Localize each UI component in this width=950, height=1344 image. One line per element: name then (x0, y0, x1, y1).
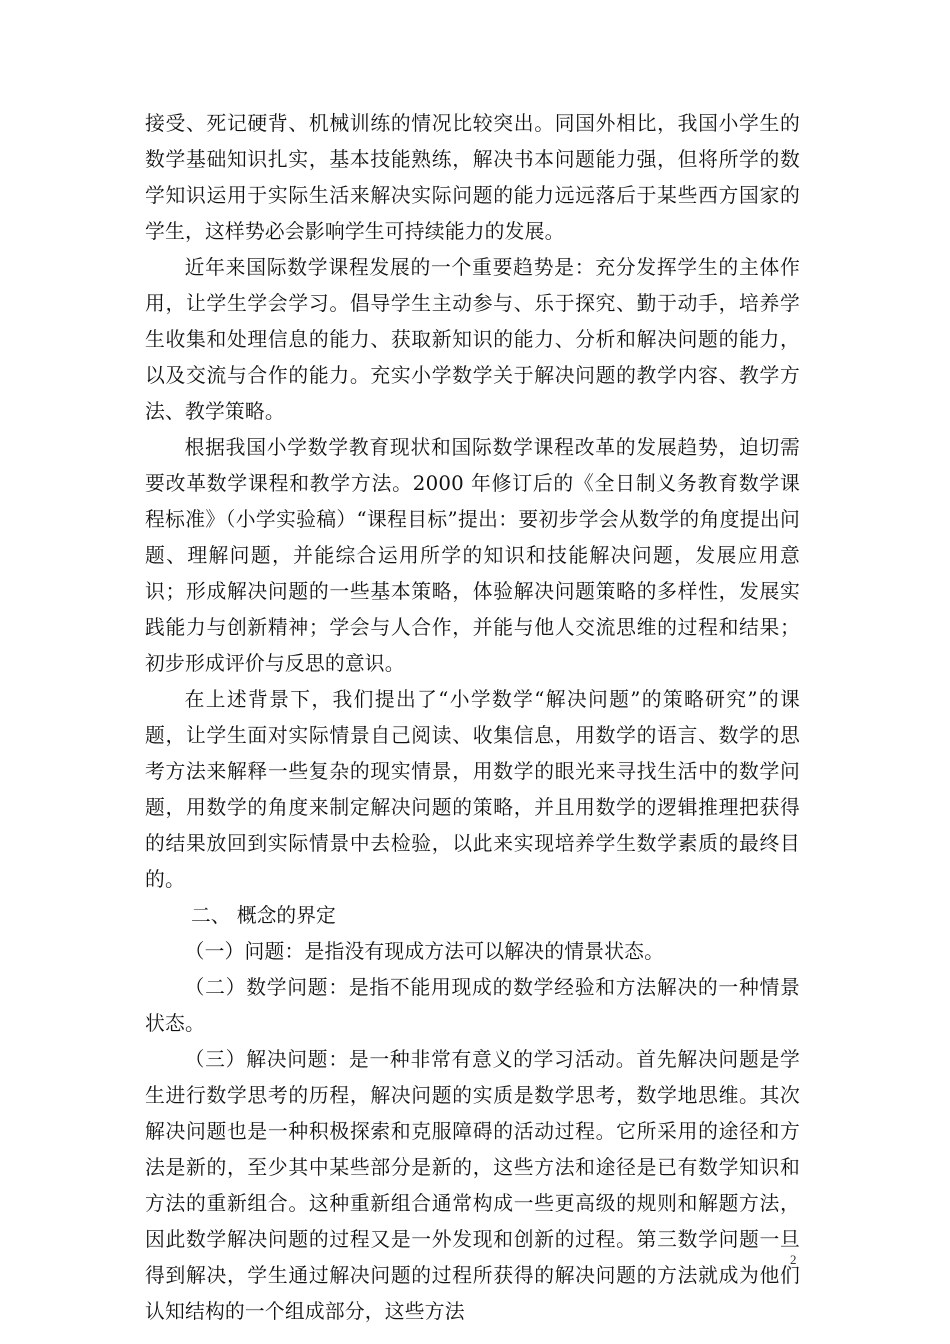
section-heading: 二、 概念的界定 (191, 904, 336, 927)
paragraph-continued: 接受、死记硬背、机械训练的情况比较突出。同国外相比，我国小学生的数学基础知识扎实，基本技能熟练，解决书本问题能力强，但将所学的数学知识运用于实际生活来解决实际问题的能力远远落后于某些西方国家的学生，这样势必会影响学生可持续能力的发展。 (145, 112, 800, 243)
paragraph-trend: 近年来国际数学课程发展的一个重要趋势是：充分发挥学生的主体作用，让学生学会学习。倡导学生主动参与、乐于探究、勤于动手，培养学生收集和处理信息的能力、获取新知识的能力、分析和解决问题的能力，以及交流与合作的能力。充实小学数学关于解决问题的教学内容、教学方法、教学策略。 (145, 256, 800, 423)
page-number: 2 (790, 1252, 797, 1267)
definition-problem-solving: （三）解决问题：是一种非常有意义的学习活动。首先解决问题是学生进行数学思考的历程，解决问题的实质是数学思考，数学地思维。其次解决问题也是一种积极探索和克服障碍的活动过程。它所采用的途径和方法是新的，至少其中某些部分是新的，这些方法和途径是已有数学知识和方法的重新组合。这种重新组合通常构成一些更高级的规则和解题方法，因此数学解决问题的过程又是一外发现和创新的过程。第三数学问题一旦得到解决，学生通过解决问题的过程所获得的解决问题的方法就成为他们认知结构的一个组成部分，这些方法 (145, 1048, 800, 1323)
paragraph-reform: 根据我国小学数学教育现状和国际数学课程改革的发展趋势，迫切需要改革数学课程和教学方法。2000 年修订后的《全日制义务教育数学课程标准》（小学实验稿）“课程目标”提出：要初步学会从数学的角度提出问题、理解问题，并能综合运用所学的知识和技能解决问题，发展应用意识；形成解决问题的一些基本策略，体验解决问题策略的多样性，发展实践能力与创新精神；学会与人合作，并能与他人交流思维的过程和结果；初步形成评价与反思的意识。 (145, 436, 800, 675)
body-text (145, 106, 800, 1330)
paragraph-background: 在上述背景下，我们提出了“小学数学“解决问题”的策略研究”的课题，让学生面对实际情景自己阅读、收集信息，用数学的语言、数学的思考方法来解释一些复杂的现实情景，用数学的眼光来寻找生活中的数学问题，用数学的角度来制定解决问题的策略，并且用数学的逻辑推理把获得的结果放回到实际情景中去检验，以此来实现培养学生数学素质的最终目的。 (145, 688, 800, 891)
definition-math-problem: （二）数学问题：是指不能用现成的数学经验和方法解决的一种情景状态。 (145, 976, 800, 1035)
definition-problem: （一）问题：是指没有现成方法可以解决的情景状态。 (184, 940, 665, 963)
